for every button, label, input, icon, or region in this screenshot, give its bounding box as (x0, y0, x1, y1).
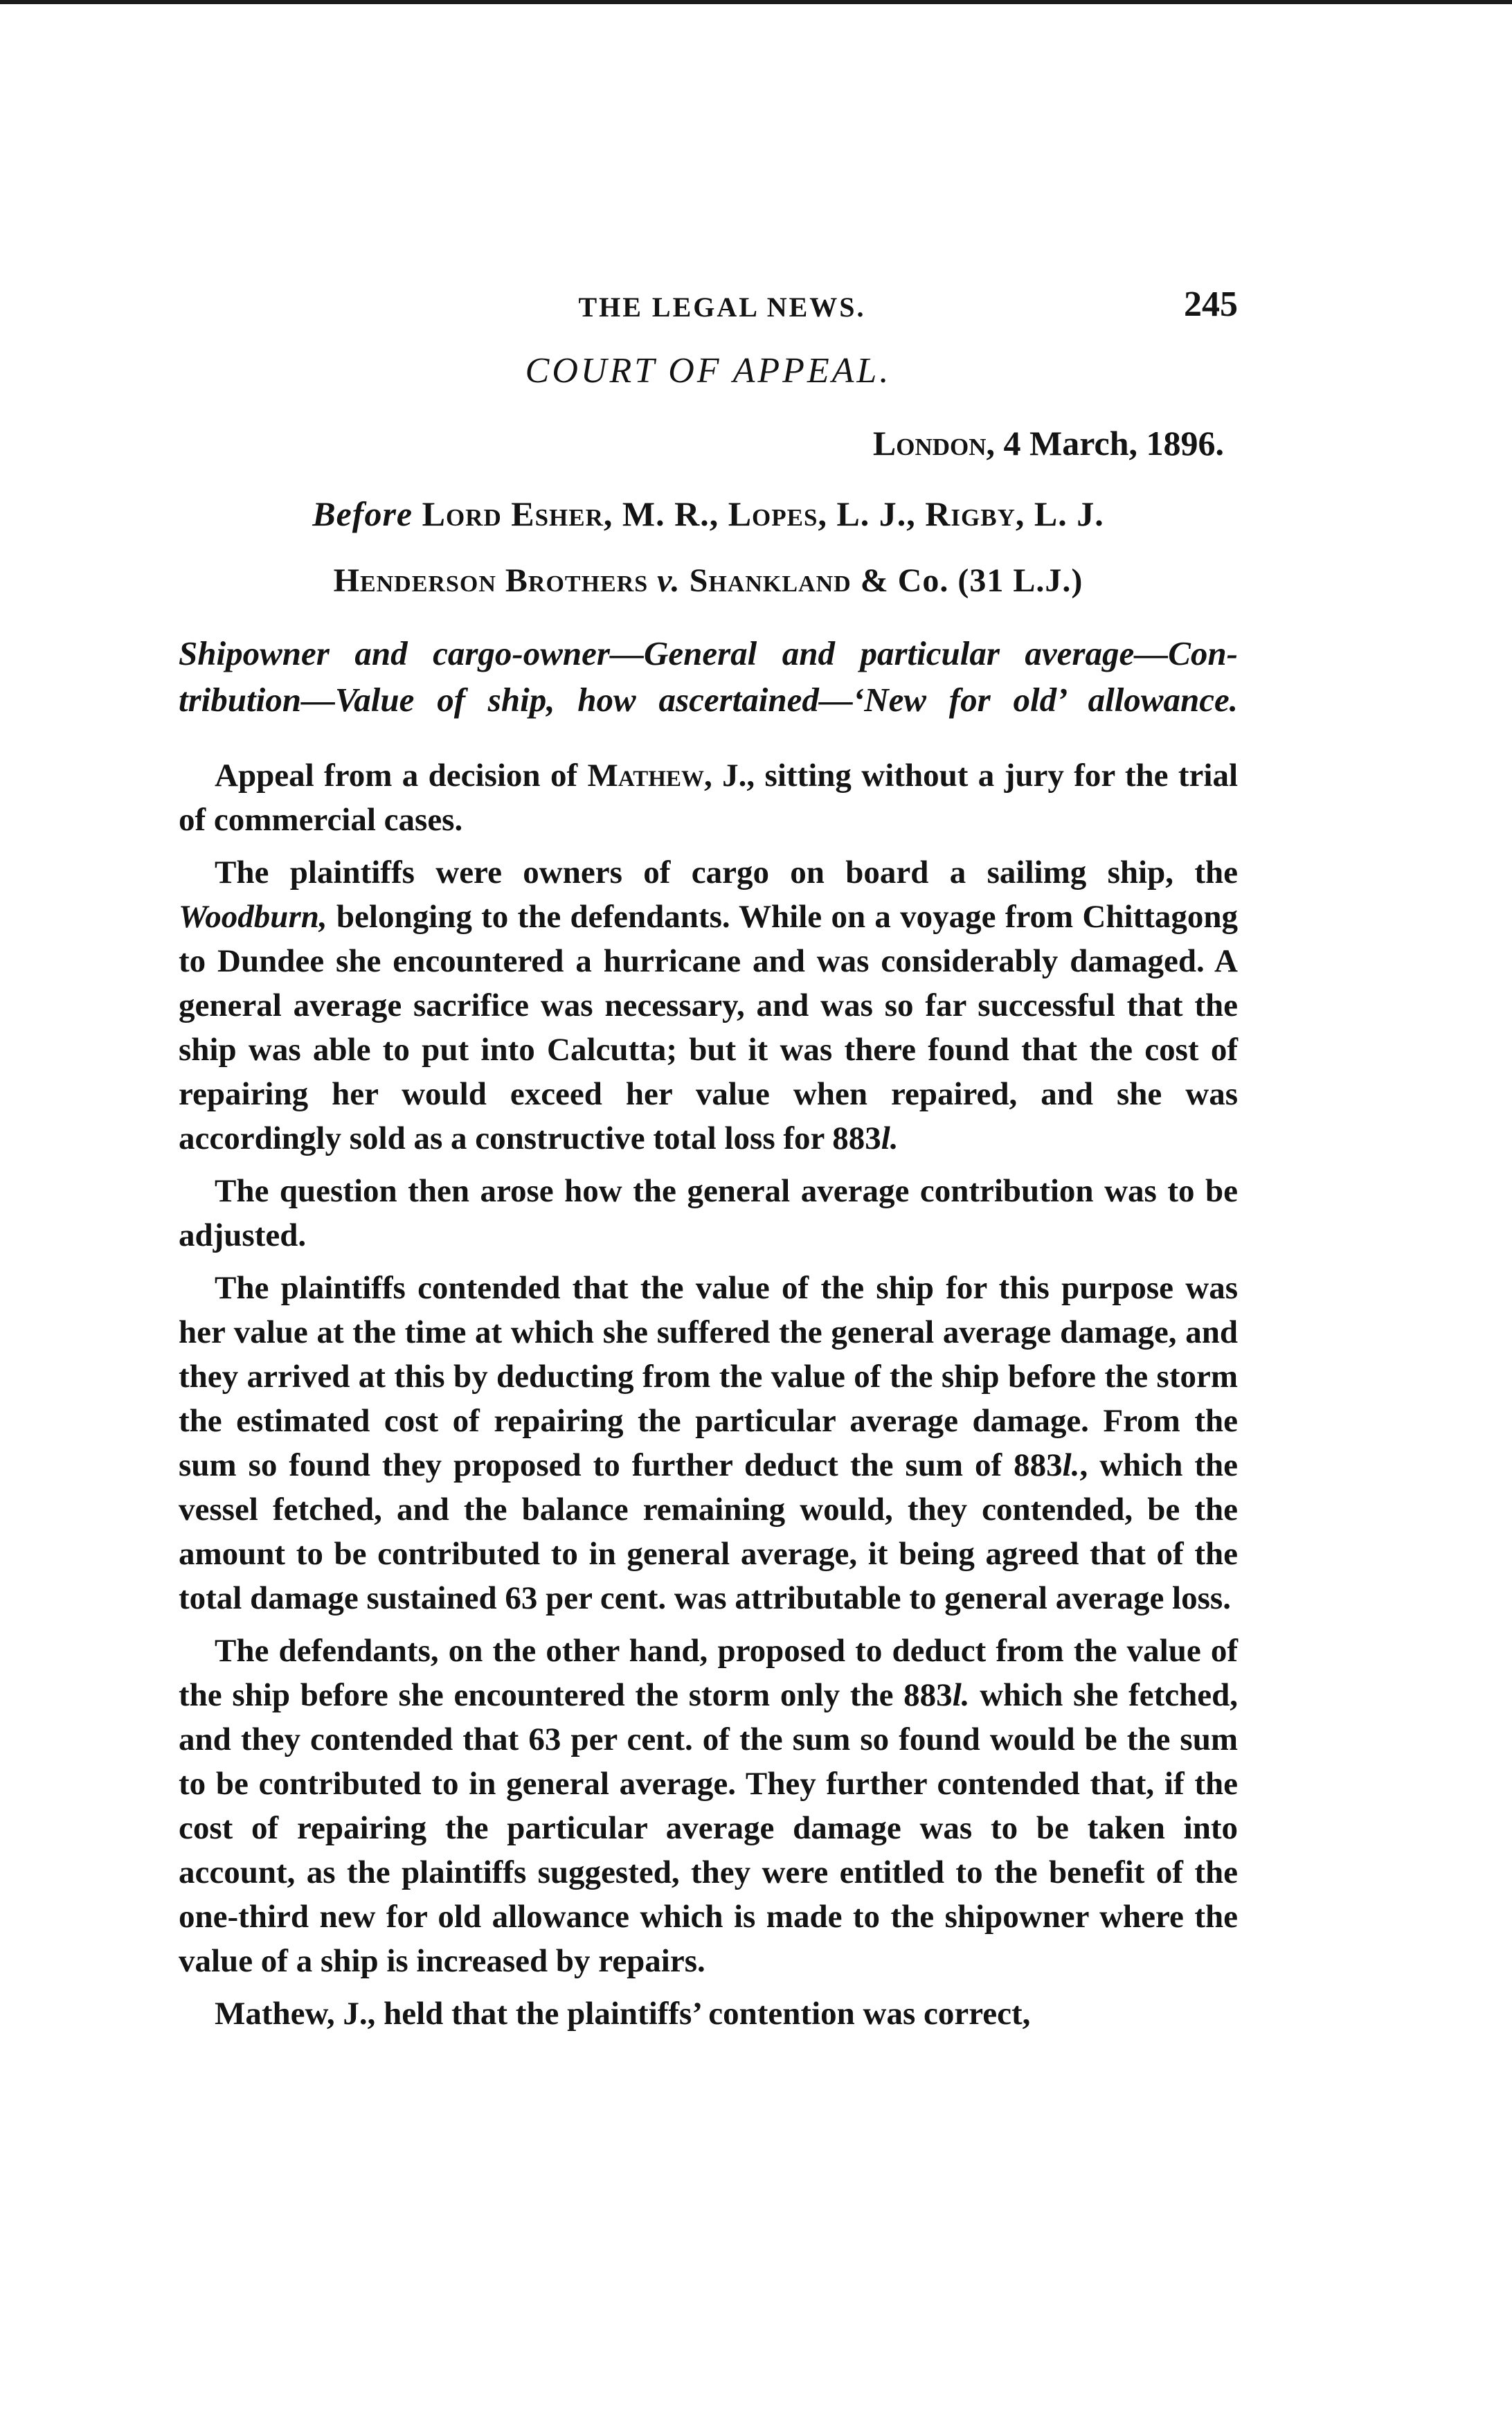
paragraph-text: , which the vessel fetched, and the balance remaining would, they contended, be the amount to be contributed to in general average, it being agreed that of the total damage sustained 63 per cent. was attributable to general average loss. (179, 1447, 1238, 1616)
paragraph-text: Appeal from a decision of (215, 758, 578, 794)
judge-name: Mathew, (587, 758, 712, 794)
paragraph-text: The question then arose how the general average contribution was to be adjusted. (179, 1173, 1238, 1253)
paragraph-text: Mathew, J., held that the plaintiffs’ contention was correct, (215, 1996, 1031, 2032)
dateline-place: London, (872, 424, 996, 463)
headnote-line: tribution—Value of ship, how ascertained—‘New for old’ allowance. (179, 681, 1238, 719)
running-head-title: THE LEGAL NEWS. (578, 292, 866, 323)
judgment-body (179, 753, 1238, 2036)
ship-name: Woodburn, (179, 899, 327, 935)
paragraph-appeal (179, 753, 1238, 842)
page-top-edge (0, 0, 1512, 4)
running-head (179, 277, 1238, 332)
pound-abbrev: l. (1062, 1447, 1080, 1483)
paragraph-plaintiffs-contention (179, 1266, 1238, 1620)
bench-line (179, 494, 1238, 534)
dateline-date: 4 March, 1896. (1003, 424, 1224, 463)
page-number: 245 (1184, 285, 1238, 324)
paragraph-facts (179, 850, 1238, 1161)
paragraph-text: which she fetched, and they contended that 63 per cent. of the sum so found would be the sum to be contributed to in general average. They further contended that, if the cost of repairing the particular average damage was to be taken into account, as the plaintiffs suggested, they were entitled to the benefit of the one-third new for old allowance which is made to the shipowner where the value of a ship is increased by repairs. (179, 1677, 1238, 1979)
case-plaintiff: Henderson Brothers (333, 562, 649, 599)
document-page (179, 277, 1238, 2044)
pound-abbrev: l. (881, 1120, 899, 1156)
bench-before-label: Before (312, 494, 413, 533)
paragraph-text: The plaintiffs were owners of cargo on board a sailimg ship, the (215, 854, 1238, 891)
paragraph-defendants-contention (179, 1629, 1238, 1983)
case-versus: v. (657, 562, 681, 599)
paragraph-holding (179, 1992, 1238, 2036)
headnote (179, 630, 1238, 723)
case-defendant-suffix: & Co. (31 L.J.) (860, 562, 1083, 599)
case-defendant: Shankland (689, 562, 852, 599)
headnote-line: Shipowner and cargo-owner—General and particular average—Con- (179, 634, 1238, 672)
paragraph-text: J., sitting without a jury for the trial of commercial cases. (179, 758, 1238, 838)
paragraph-text: The plaintiffs contended that the value of the ship for this purpose was her value at the time at which she suffered the general average damage, and they arrived at this by deducting from the value of the ship before the storm the estimated cost of repairing the particular average damage. From the sum so found they proposed to further deduct the sum of 883 (179, 1270, 1238, 1483)
paragraph-question (179, 1169, 1238, 1258)
bench-judges: Lord Esher, M. R., Lopes, L. J., Rigby, L. J. (422, 494, 1104, 533)
paragraph-text: belonging to the defendants. While on a voyage from Chittagong to Dundee she encountered a hurricane and was considerably damaged. A general average sacrifice was necessary, and was so far successful that the ship was able to put into Calcutta; but it was there found that the cost of repairing her would exceed her value when repaired, and she was accordingly sold as a constructive total loss for 883 (179, 899, 1239, 1156)
dateline (179, 423, 1238, 463)
case-name (179, 562, 1238, 600)
paragraph-text: The defendants, on the other hand, proposed to deduct from the value of the ship before she encountered the storm only the 883 (179, 1633, 1238, 1713)
court-heading: COURT OF APPEAL. (525, 351, 892, 391)
pound-abbrev: l. (952, 1677, 970, 1713)
